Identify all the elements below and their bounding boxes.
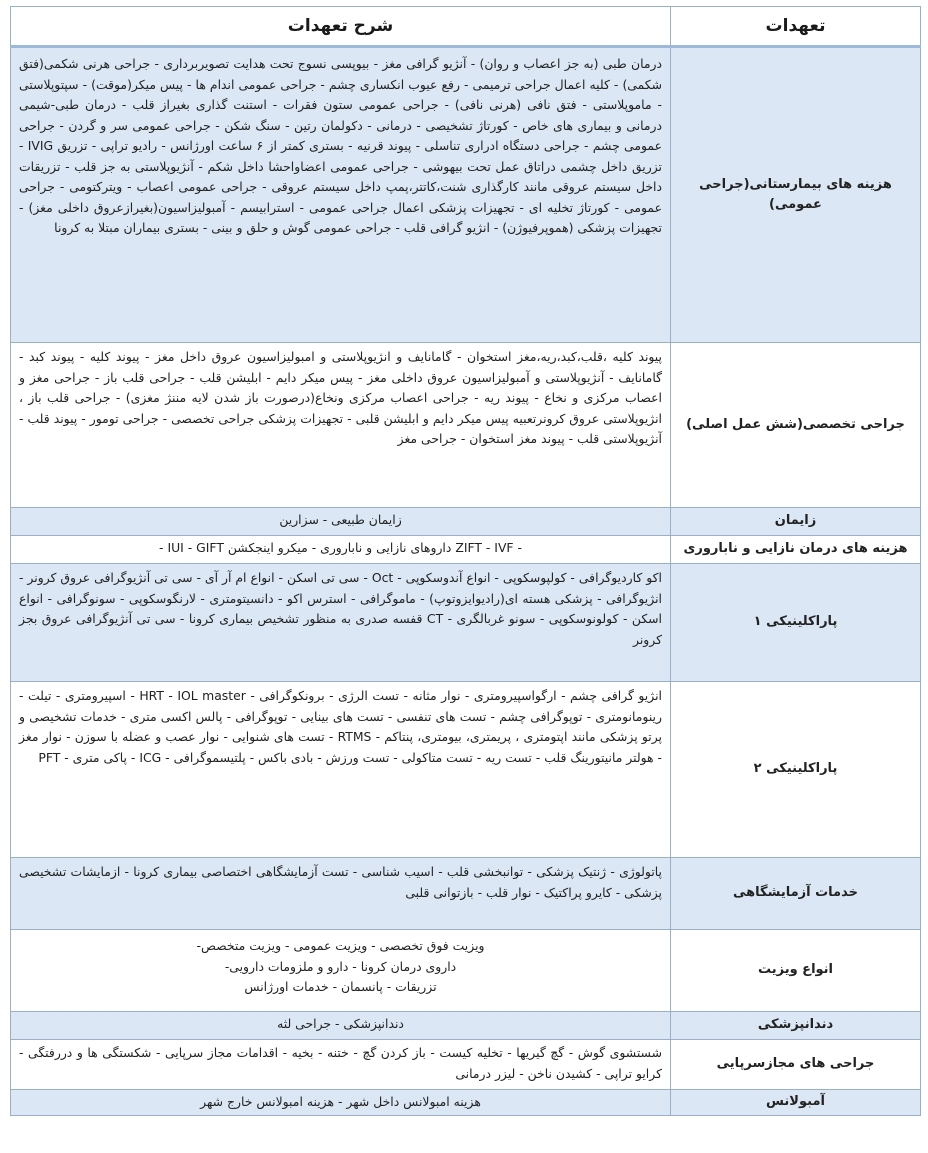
row-description: دندانپزشکی - جراحی لثه [11, 1012, 671, 1040]
row-name: دندانپزشکی [671, 1012, 921, 1040]
row-description: - ZIFT - IVF داروهای نازایی و ناباروری - میکرو اینجکشن IUI - GIFT - [11, 536, 671, 564]
table-row-childbirth [11, 508, 921, 536]
row-description: پیوند کلیه ،قلب،کبد،ریه،مغز استخوان - گامانایف و انژیوپلاستی و امبولیزاسیون عروق داخل مغز - پیوند کلیه - پیوند کبد - گامانایف - آنژیوپلاستی و آمبولیزاسیون عروق داخلی مغز - پیس میکر دایم - ابلیشن قلب - جراحی قلب باز - جراحی مغز و اعصاب مرکزی و نخاع - پیوند ریه - جراحی اعصاب مرکزی ونخاع(درصورت باز شدن لایه مننژ مغزی) - جراحی قلب باز ، انژیوپلاستی عروق کرونرتعبیه پیس میکر دایم و ابلیشن قلبی - تجهیزات پزشکی جراحی تخصصی - جراحی تومور - پیوند قلب - آنژیوپلاستی قلب - پیوند مغز استخوان - جراحی مغز [11, 343, 671, 508]
table-row-laboratory [11, 858, 921, 930]
row-description: پاتولوژی - ژنتیک پزشکی - توانبخشی قلب - اسیب شناسی - تست آزمایشگاهی اختصاصی بیماری کرونا - ازمایشات تشخیصی پزشکی - کایرو پراکتیک - نوار قلب - بازتوانی قلبی [11, 858, 671, 930]
obligations-table [10, 6, 921, 1116]
table-row-hospital [11, 47, 921, 343]
row-name: هزینه های بیمارستانی(جراحی عمومی) [671, 47, 921, 343]
table-row-infertility [11, 536, 921, 564]
row-description [11, 930, 671, 1012]
table-header-row [11, 7, 921, 47]
table-row-paraclinic-2 [11, 682, 921, 858]
row-description: شستشوی گوش - گچ گیریها - تخلیه کیست - باز کردن گچ - ختنه - بخیه - اقدامات مجاز سرپایی - شکستگی ها و دررفتگی - کرایو تراپی - کشیدن ناخن - لیزر درمانی [11, 1040, 671, 1090]
table-row-dentistry [11, 1012, 921, 1040]
table-row-ambulance [11, 1090, 921, 1116]
header-obligations: تعهدات [671, 7, 921, 47]
visit-line: داروی درمان کرونا - دارو و ملزومات دارویی- [224, 958, 457, 974]
row-description: درمان طبی (به جز اعصاب و روان) - آنژیو گرافی مغز - بیوپسی نسوج تحت هدایت تصویربرداری - جراحی هرنی شکمی(فتق شکمی) - کلیه اعمال جراحی ترمیمی - رفع عیوب انکساری چشم - جراحی عمومی اندام ها - پیس میکر(موقت) - سپتوپلاستی - ماموپلاستی - فتق نافی (هرنی نافی) - جراحی عمومی ستون فقرات - استنت گذاری بغیراز قلب - درمان طبی-شیمی درمانی و بیماری های خاص - کورتاژ تشخیصی - درمانی - دکولمان رتین - سنگ شکن - جراحی عمومی سر و گردن - جراحی عمومی چشم - جراحی دستگاه ادراری تناسلی - پیوند قرنیه - بستری کمتر از ۶ ساعت اورژانس - رادیو تراپی - تزریق IVIG - تزریق داخل چشمی دراتاق عمل تحت بیهوشی - جراحی عمومی اعضاواحشا داخل شکم - آنژیوپلاستی به جز قلب - تزریقات داخل سیستم عروقی مانند کارگذاری شنت،کاتتر،پمپ داخل سیستم عروقی - جراحی عمومی اعصاب - ویترکتومی - جراحی عمومی - کورتاژ تخلیه ای - تجهیزات پزشکی اعمال جراحی عمومی - استرابیسم - آمبولیزاسیون(بغیرازعروق داخلی مغز) - تجهیزات پزشکی (هموپرفیوژن) - انژیو گرافی قلب - جراحی عمومی گوش و حلق و بینی - بستری بیماران مبتلا به کرونا [11, 47, 671, 343]
row-description: هزینه امبولانس داخل شهر - هزینه امبولانس خارج شهر [11, 1090, 671, 1116]
row-name: پاراکلینیکی ۱ [671, 564, 921, 682]
visit-line: تزریقات - پانسمان - خدمات اورژانس [244, 979, 437, 994]
row-description: انژیو گرافی چشم - ارگواسپیرومتری - نوار مثانه - تست الرژی - برونکوگرافی - HRT - IOL master - اسپیرومتری - تیلت - رینومانومتری - توپوگرافی چشم - تست های تنفسی - تست های بینایی - توپوگرافی - پالس اکسی متری - خدمات تشخیصی و پرتو پزشکی مانند اپتومتری ، پریمتری، بیومتری، پنتاکم - RTMS - تست های شنوایی - نوار عصب و عضله با سوزن - نوار مغز - هولتر مانیتورینگ قلب - تست ریه - تست متاکولی - تست ورزش - بادی باکس - پلتیسموگرافی - ICG - پاکی متری - PFT [11, 682, 671, 858]
table-row-specialized-surgery [11, 343, 921, 508]
row-name: پاراکلینیکی ۲ [671, 682, 921, 858]
row-description: اکو کاردیوگرافی - کولپوسکوپی - انواع آندوسکوپی - Oct - سی تی اسکن - انواع ام آر آی - سی تی آنژیوگرافی عروق کرونر - انژیوگرافی - پزشکی هسته ای(رادیوایزوتوپ) - ماموگرافی - استرس اکو - دانسیتومتری - لارنگوسکوپی - سونوگرافی - انواع اسکن - کولونوسکوپی - سونو غربالگری - CT قفسه صدری به منظور تشخیص بیماری کرونا - سی تی آنژیوگرافی عروق بجز کرونر [11, 564, 671, 682]
row-name: انواع ویزیت [671, 930, 921, 1012]
row-name: هزینه های درمان نازایی و ناباروری [671, 536, 921, 564]
row-name: آمبولانس [671, 1090, 921, 1116]
header-description: شرح تعهدات [11, 7, 671, 47]
table-row-outpatient-surgery [11, 1040, 921, 1090]
obligations-table-wrapper [10, 6, 920, 1116]
row-name: جراحی تخصصی(شش عمل اصلی) [671, 343, 921, 508]
visit-line: ویزیت فوق تخصصی - ویزیت عمومی - ویزیت متخصص- [196, 938, 485, 953]
row-name: خدمات آزمایشگاهی [671, 858, 921, 930]
table-row-paraclinic-1 [11, 564, 921, 682]
row-name: زایمان [671, 508, 921, 536]
row-description: زایمان طبیعی - سزارین [11, 508, 671, 536]
table-row-visits [11, 930, 921, 1012]
row-name: جراحی های مجازسرپایی [671, 1040, 921, 1090]
